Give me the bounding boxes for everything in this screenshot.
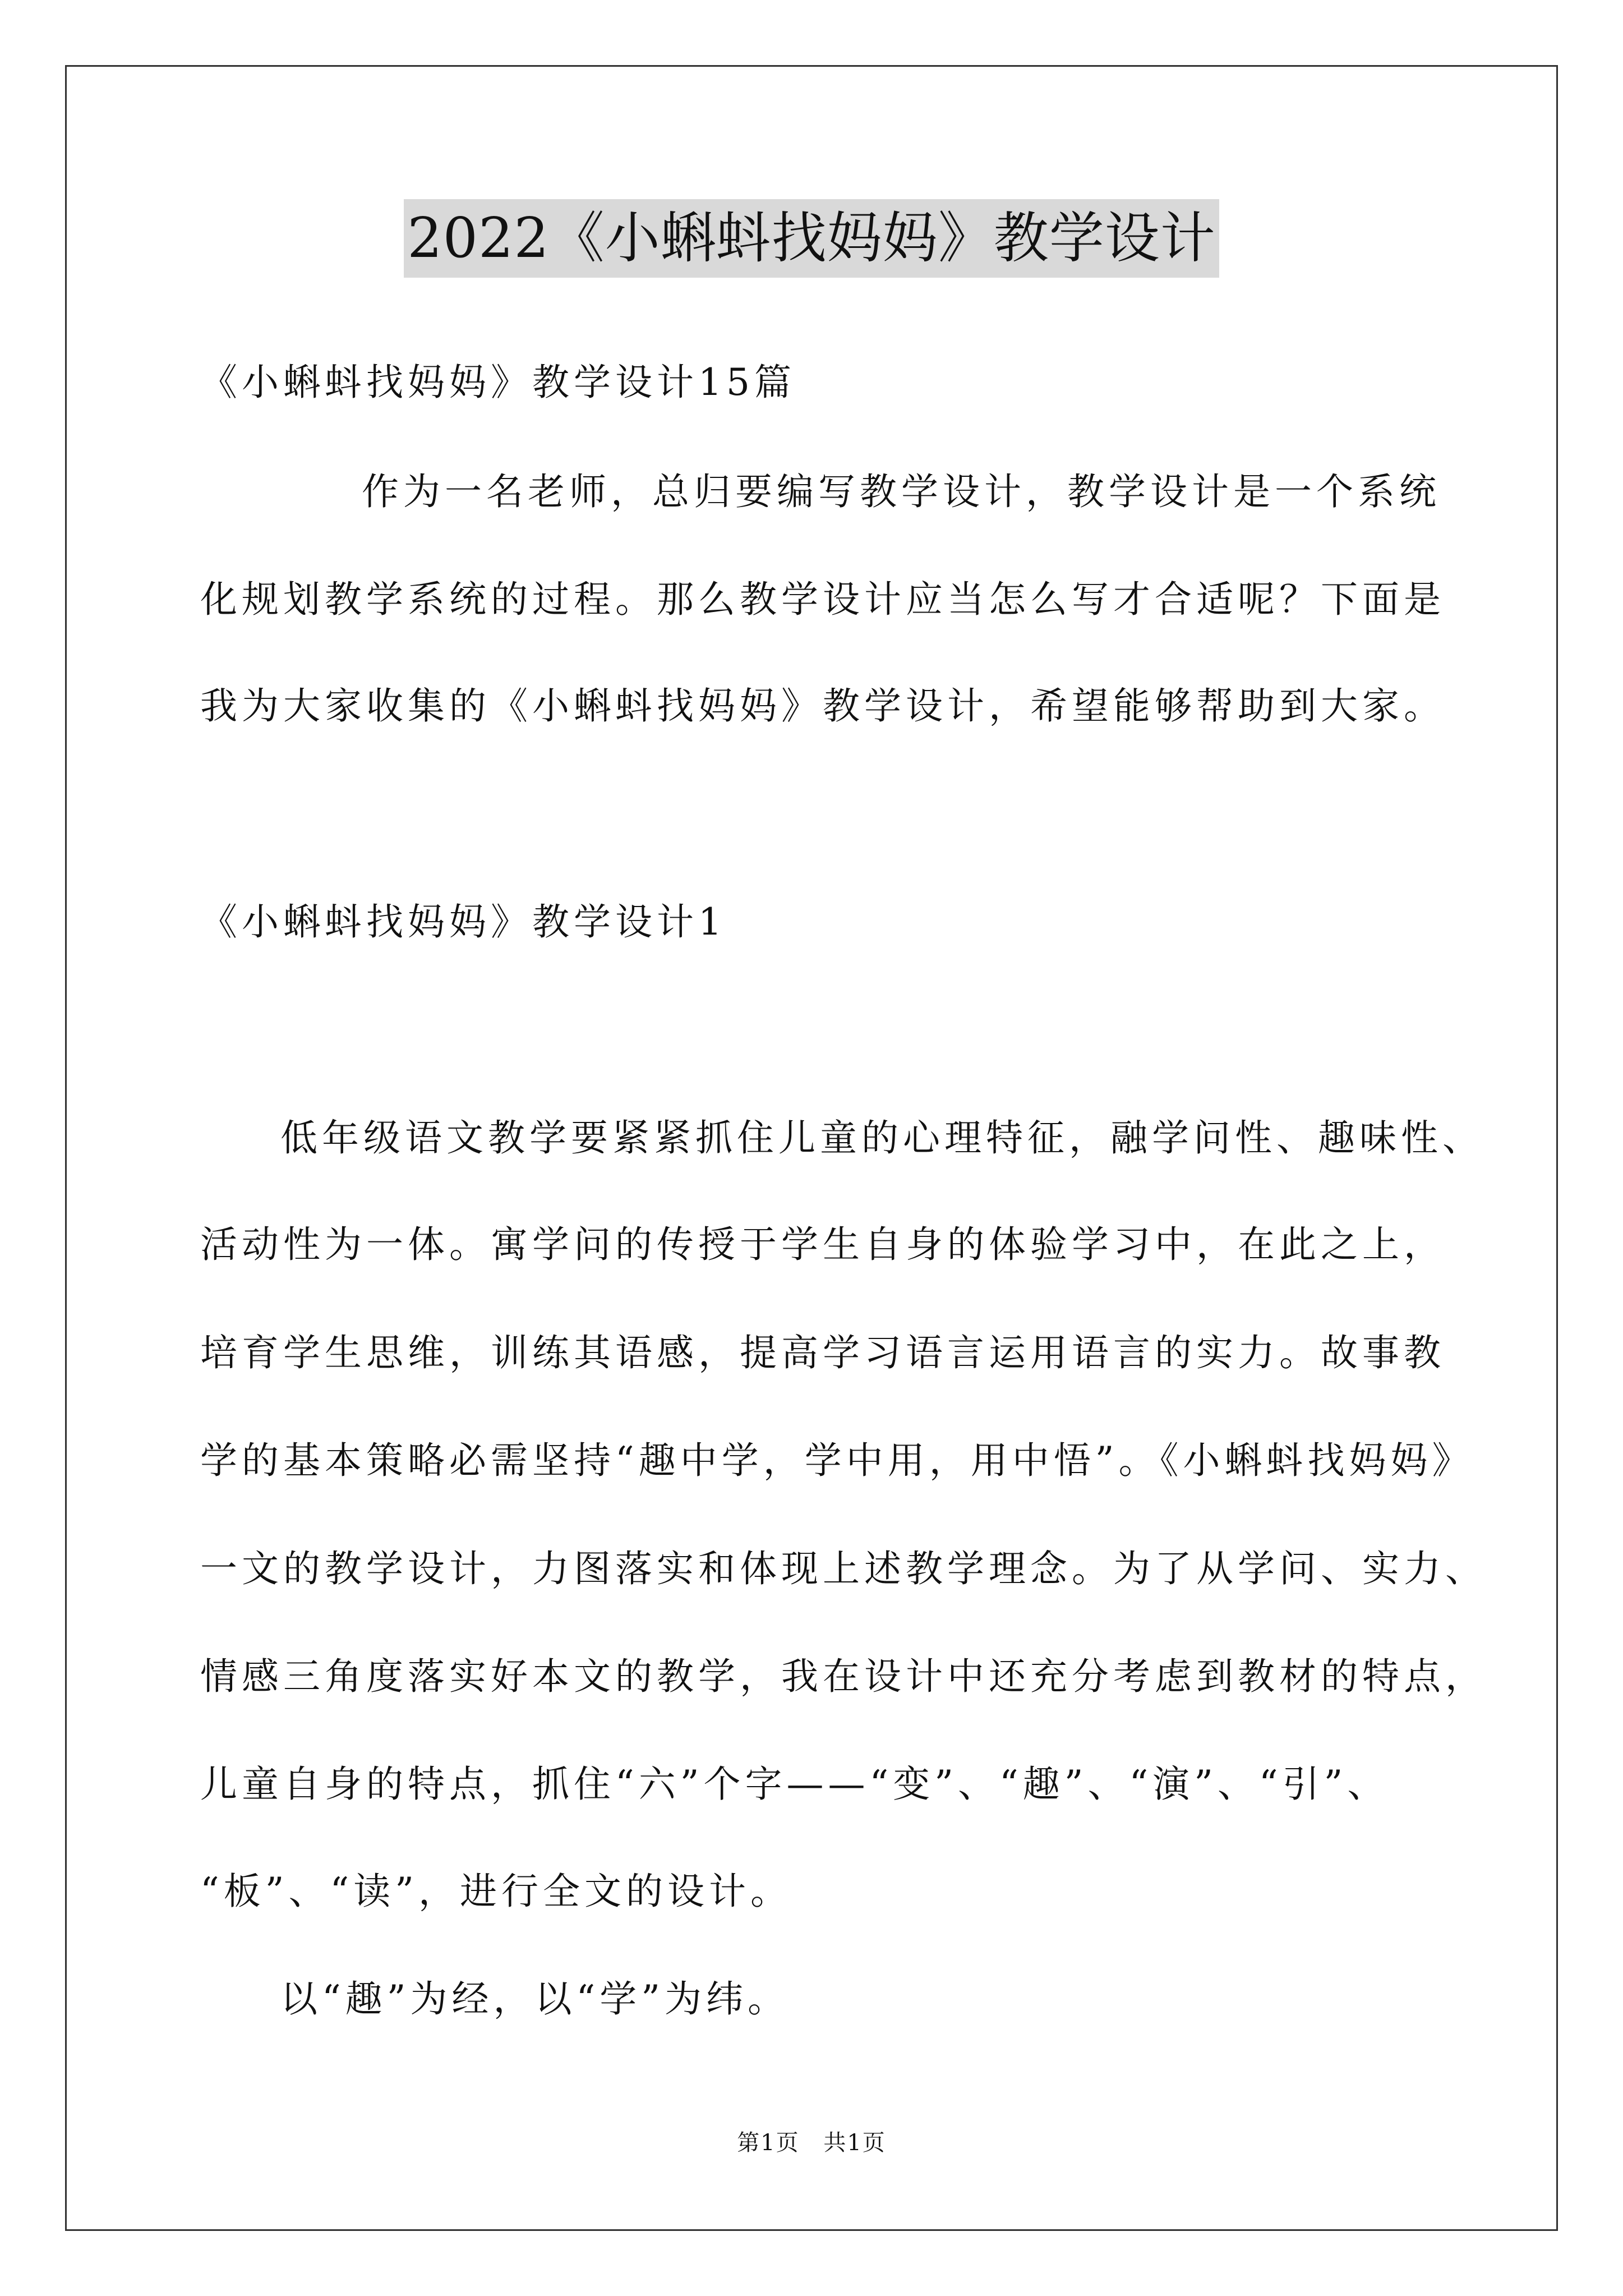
body-line-7: 儿童自身的特点，抓住“六”个字——“变”、“趣”、“演”、“引”、 bbox=[200, 1763, 1389, 1806]
body-line-8: “板”、“读”，进行全文的设计。 bbox=[200, 1870, 792, 1913]
body-line-1: 低年级语文教学要紧紧抓住儿童的心理特征，融学问性、趣味性、 bbox=[280, 1116, 1484, 1159]
page-total: 共1页 bbox=[823, 2130, 886, 2156]
section-heading: 《小蝌蚪找妈妈》教学设计1 bbox=[200, 900, 726, 944]
body-line-2: 活动性为一体。寓学问的传授于学生自身的体验学习中，在此之上， bbox=[200, 1223, 1445, 1266]
title-wrap bbox=[0, 199, 1623, 278]
document-title: 2022《小蝌蚪找妈妈》教学设计 bbox=[404, 199, 1219, 278]
body-line-6: 情感三角度落实好本文的教学，我在设计中还充分考虑到教材的特点， bbox=[200, 1655, 1487, 1698]
intro-line-1: 作为一名老师，总归要编写教学设计，教学设计是一个系统 bbox=[362, 470, 1441, 513]
intro-line-2: 化规划教学系统的过程。那么教学设计应当怎么写才合适呢？下面是 bbox=[200, 578, 1445, 621]
body-line-3: 培育学生思维，训练其语感，提高学习语言运用语言的实力。故事教 bbox=[200, 1331, 1445, 1374]
body-line-4: 学的基本策略必需坚持“趣中学，学中用，用中悟”。《小蝌蚪找妈妈》 bbox=[200, 1439, 1474, 1482]
page-number: 第1页 bbox=[737, 2130, 800, 2156]
document-subtitle: 《小蝌蚪找妈妈》教学设计15篇 bbox=[200, 361, 796, 404]
body-line-5: 一文的教学设计，力图落实和体现上述教学理念。为了从学问、实力、 bbox=[200, 1547, 1487, 1590]
intro-line-3: 我为大家收集的《小蝌蚪找妈妈》教学设计，希望能够帮助到大家。 bbox=[200, 684, 1445, 728]
page-footer bbox=[0, 2125, 1623, 2157]
closing-line: 以“趣”为经，以“学”为纬。 bbox=[280, 1977, 789, 2021]
